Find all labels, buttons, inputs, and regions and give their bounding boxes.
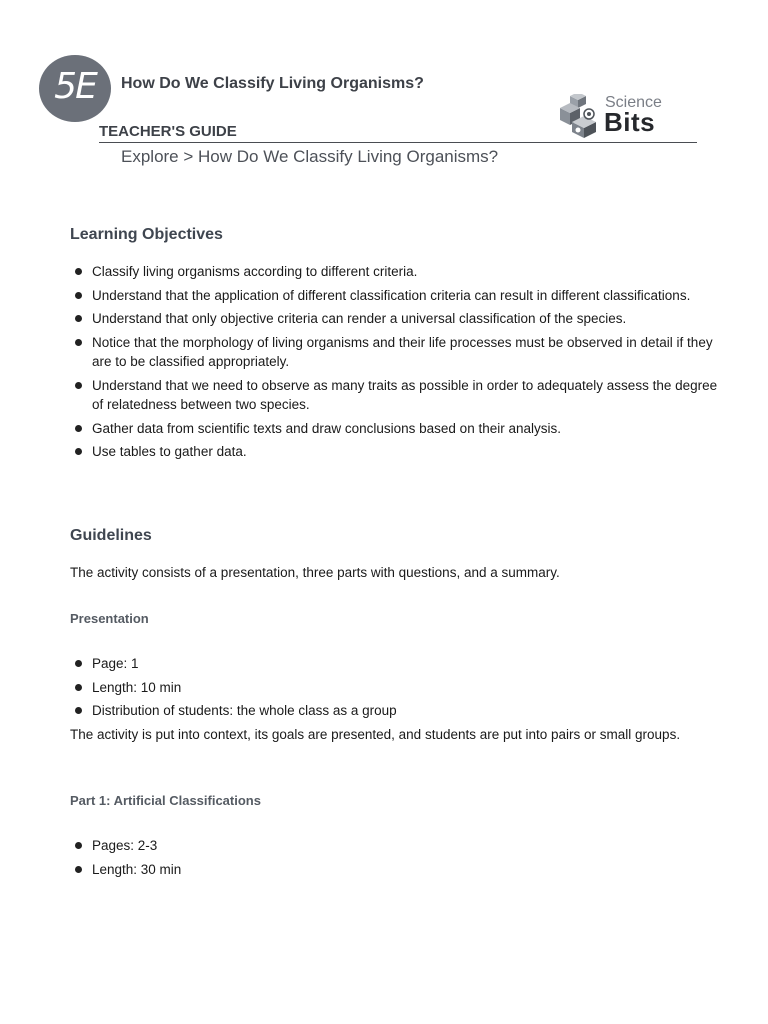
guidelines-heading: Guidelines bbox=[70, 527, 152, 544]
list-item: Notice that the morphology of living organisms and their life processes must be observed in detail if they are to be classified appropriately. bbox=[70, 333, 720, 372]
bullet-icon bbox=[75, 382, 82, 389]
learning-objectives-list bbox=[70, 262, 720, 466]
list-item: Understand that the application of different classification criteria can result in different classifications. bbox=[70, 286, 720, 306]
bullet-icon bbox=[75, 339, 82, 346]
list-item: Gather data from scientific texts and draw conclusions based on their analysis. bbox=[70, 419, 720, 439]
list-item: Classify living organisms according to different criteria. bbox=[70, 262, 720, 282]
cubes-icon bbox=[558, 94, 602, 140]
bullet-icon bbox=[75, 707, 82, 714]
bullet-icon bbox=[75, 660, 82, 667]
header-divider bbox=[99, 142, 697, 143]
bullet-icon bbox=[75, 866, 82, 873]
document-title: How Do We Classify Living Organisms? bbox=[121, 75, 424, 92]
part1-heading: Part 1: Artificial Classifications bbox=[70, 793, 261, 808]
bullet-icon bbox=[75, 842, 82, 849]
part1-list bbox=[70, 836, 720, 883]
list-item: Understand that we need to observe as many traits as possible in order to adequately assess the degree of relatedness between two species. bbox=[70, 376, 720, 415]
bullet-icon bbox=[75, 684, 82, 691]
guidelines-intro: The activity consists of a presentation, three parts with questions, and a summary. bbox=[70, 565, 560, 580]
learning-objectives-heading: Learning Objectives bbox=[70, 226, 223, 243]
bullet-icon bbox=[75, 268, 82, 275]
logo-bits-text: Bits bbox=[604, 107, 656, 137]
science-bits-logo bbox=[558, 94, 688, 140]
5e-badge-logo bbox=[39, 55, 111, 122]
list-item: Use tables to gather data. bbox=[70, 442, 720, 462]
list-item: Pages: 2-3 bbox=[70, 836, 720, 856]
bullet-icon bbox=[75, 315, 82, 322]
list-item: Length: 30 min bbox=[70, 860, 720, 880]
presentation-heading: Presentation bbox=[70, 611, 149, 626]
breadcrumb: Explore > How Do We Classify Living Organisms? bbox=[121, 147, 499, 166]
bullet-icon bbox=[75, 448, 82, 455]
bullet-icon bbox=[75, 425, 82, 432]
list-item: Understand that only objective criteria can render a universal classification of the species. bbox=[70, 309, 720, 329]
badge-text: 5E bbox=[54, 66, 96, 107]
list-item: Distribution of students: the whole class as a group bbox=[70, 701, 720, 721]
list-item: Page: 1 bbox=[70, 654, 720, 674]
teachers-guide-label: TEACHER'S GUIDE bbox=[99, 123, 237, 140]
logo-science-text: Science bbox=[605, 94, 662, 111]
presentation-list bbox=[70, 654, 720, 725]
presentation-description: The activity is put into context, its goals are presented, and students are put into pairs or small groups. bbox=[70, 727, 681, 742]
bullet-icon bbox=[75, 292, 82, 299]
list-item: Length: 10 min bbox=[70, 678, 720, 698]
